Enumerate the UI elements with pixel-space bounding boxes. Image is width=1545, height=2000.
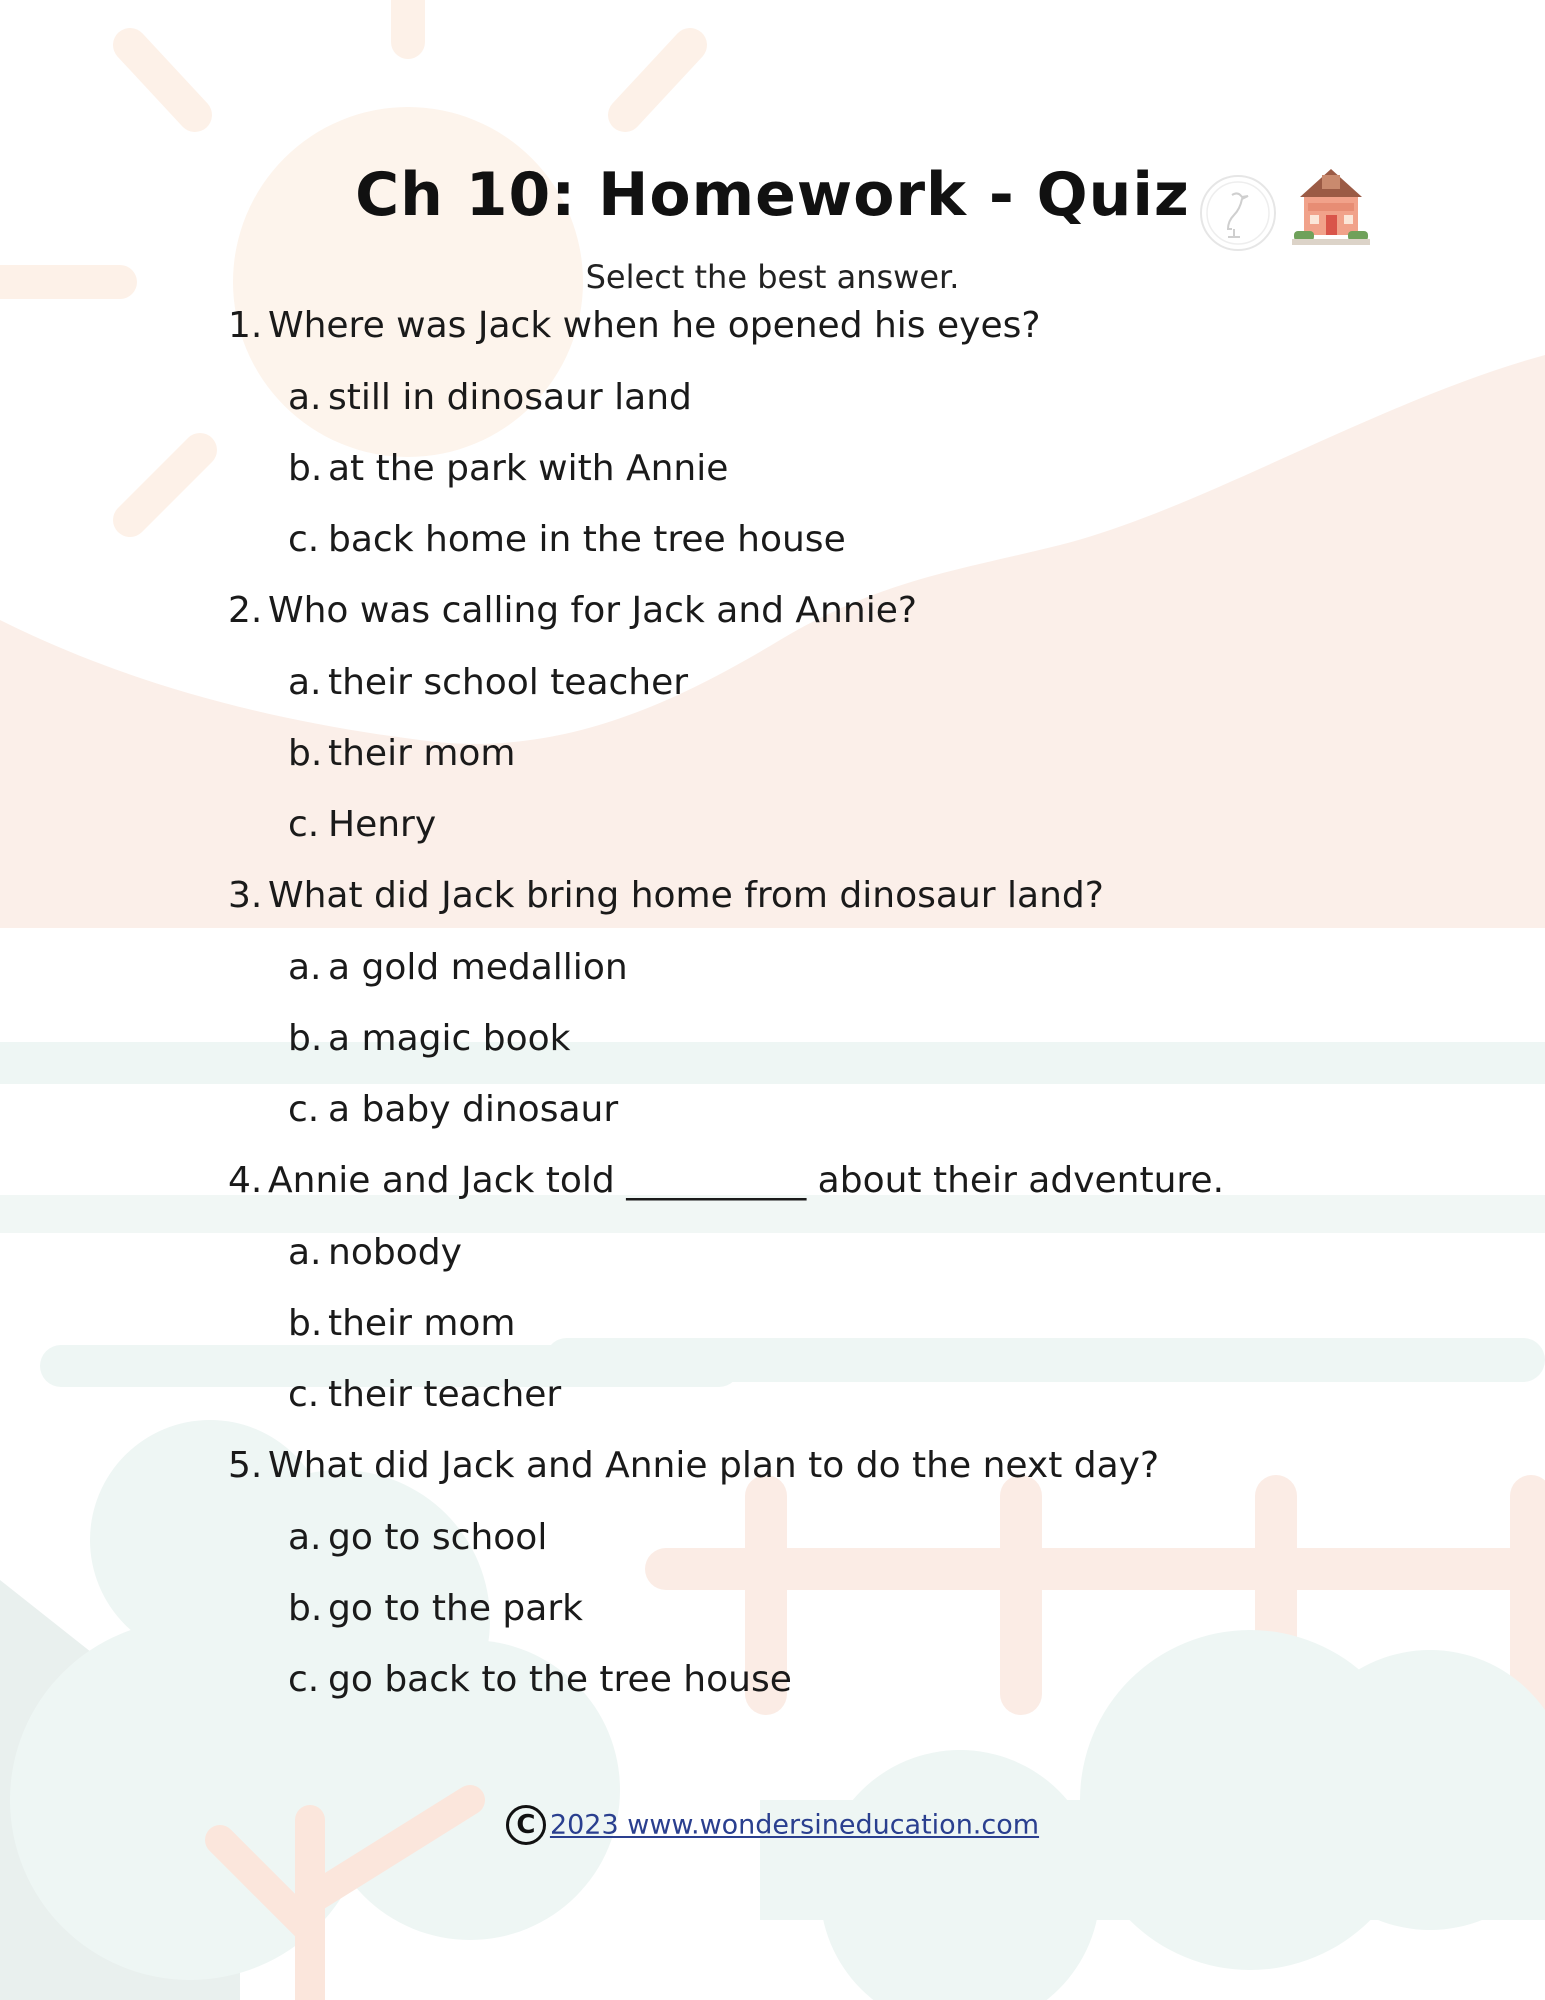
option-letter: b.	[288, 1018, 323, 1059]
question-number: 2.	[228, 590, 263, 631]
option-letter: c.	[288, 1659, 320, 1700]
question-number: 4.	[228, 1160, 263, 1201]
question-5	[228, 1445, 1159, 1486]
answer-option-5-b[interactable]	[288, 1588, 583, 1629]
option-letter: a.	[288, 1517, 322, 1558]
logo-group	[1198, 163, 1374, 249]
option-letter: a.	[288, 947, 322, 988]
option-text: their mom	[328, 1303, 516, 1344]
question-number: 3.	[228, 875, 263, 916]
question-text: What did Jack bring home from dinosaur land?	[268, 875, 1104, 916]
answer-option-2-a[interactable]	[288, 662, 688, 703]
question-1	[228, 305, 1040, 346]
option-text: at the park with Annie	[328, 448, 729, 489]
option-text: a magic book	[328, 1018, 571, 1059]
answer-option-4-a[interactable]	[288, 1232, 462, 1273]
option-letter: a.	[288, 1232, 322, 1273]
option-text: a gold medallion	[328, 947, 628, 988]
question-text: What did Jack and Annie plan to do the next day?	[268, 1445, 1160, 1486]
answer-option-5-a[interactable]	[288, 1517, 547, 1558]
option-text: a baby dinosaur	[328, 1089, 619, 1130]
answer-option-3-c[interactable]	[288, 1089, 618, 1130]
option-letter: c.	[288, 804, 320, 845]
option-letter: b.	[288, 1303, 323, 1344]
option-letter: c.	[288, 519, 320, 560]
answer-option-3-b[interactable]	[288, 1018, 570, 1059]
answer-option-2-b[interactable]	[288, 733, 516, 774]
option-letter: a.	[288, 377, 322, 418]
option-letter: c.	[288, 1089, 320, 1130]
option-letter: c.	[288, 1374, 320, 1415]
answer-option-1-c[interactable]	[288, 519, 846, 560]
question-text: Where was Jack when he opened his eyes?	[268, 305, 1041, 346]
question-4	[228, 1160, 1224, 1201]
option-text: their teacher	[328, 1374, 562, 1415]
option-letter: a.	[288, 662, 322, 703]
question-3	[228, 875, 1104, 916]
answer-option-4-c[interactable]	[288, 1374, 561, 1415]
page-title: Ch 10: Homework - Quiz	[355, 160, 1190, 230]
footer	[0, 1805, 1545, 1845]
option-text: go to the park	[328, 1588, 583, 1629]
option-letter: b.	[288, 448, 323, 489]
option-text: still in dinosaur land	[328, 377, 692, 418]
footer-website-link[interactable]: 2023 www.wondersineducation.com	[549, 1809, 1040, 1841]
option-text: Henry	[328, 804, 437, 845]
answer-option-4-b[interactable]	[288, 1303, 516, 1344]
copyright-icon: C	[506, 1805, 546, 1845]
answer-option-3-a[interactable]	[288, 947, 628, 988]
question-number: 5.	[228, 1445, 263, 1486]
question-text: Annie and Jack told __________ about their adventure.	[268, 1160, 1225, 1201]
house-icon	[1288, 163, 1374, 249]
answer-option-2-c[interactable]	[288, 804, 436, 845]
question-text: Who was calling for Jack and Annie?	[268, 590, 917, 631]
answer-option-1-a[interactable]	[288, 377, 692, 418]
answer-option-5-c[interactable]	[288, 1659, 792, 1700]
answer-option-1-b[interactable]	[288, 448, 728, 489]
option-text: their mom	[328, 733, 516, 774]
question-number: 1.	[228, 305, 263, 346]
question-2	[228, 590, 917, 631]
heron-logo-icon	[1198, 173, 1278, 253]
instructions: Select the best answer.	[585, 258, 960, 296]
option-text: nobody	[328, 1232, 462, 1273]
option-letter: b.	[288, 733, 323, 774]
option-text: their school teacher	[328, 662, 689, 703]
option-text: back home in the tree house	[328, 519, 846, 560]
option-letter: b.	[288, 1588, 323, 1629]
option-text: go to school	[328, 1517, 548, 1558]
option-text: go back to the tree house	[328, 1659, 792, 1700]
